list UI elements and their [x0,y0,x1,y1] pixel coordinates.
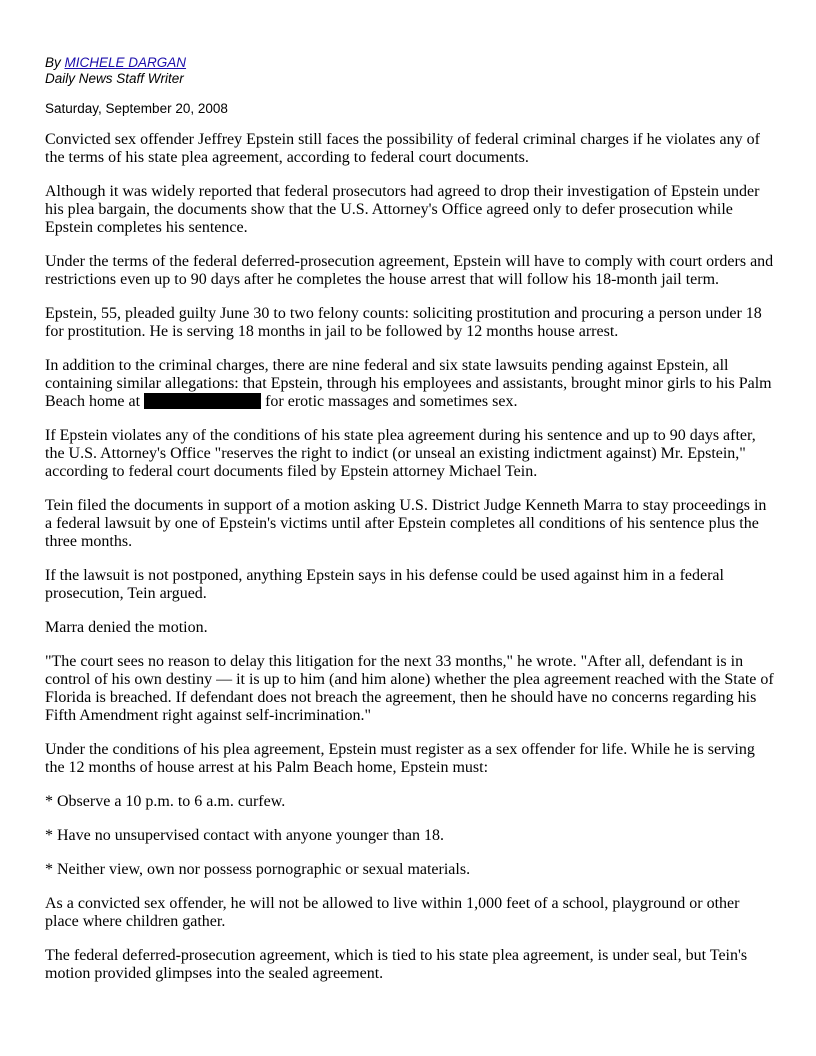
article-page [45,55,775,999]
byline [45,55,775,87]
author-link[interactable]: MICHELE DARGAN [64,55,187,70]
paragraph: Convicted sex offender Jeffrey Epstein still faces the possibility of federal criminal charges if he violates any of the terms of his state plea agreement, according to federal court documents. [45,131,760,166]
paragraph: Although it was widely reported that federal prosecutors had agreed to drop their investigation of Epstein under his plea bargain, the documents show that the U.S. Attorney's Office agreed only to defer prosecution while Epstein completes his sentence. [45,183,760,236]
list-item: * Observe a 10 p.m. to 6 a.m. curfew. [45,793,286,810]
publish-date: Saturday, September 20, 2008 [45,101,228,116]
paragraph: Tein filed the documents in support of a motion asking U.S. District Judge Kenneth Marra to stay proceedings in a federal lawsuit by one of Epstein's victims until after Epstein completes all conditions of his sentence plus the three months. [45,497,767,550]
paragraph-with-redaction [45,357,775,411]
paragraph: If Epstein violates any of the conditions of his state plea agreement during his sentence and up to 90 days after, the U.S. Attorney's Office "reserves the right to indict (or unseal an existing indictment against) Mr. Epstein," according to federal court documents filed by Epstein attorney Michael Tein. [45,427,756,480]
byline-author-line [45,55,775,71]
redaction-block [144,393,261,409]
paragraph: "The court sees no reason to delay this litigation for the next 33 months," he wrote. "After all, defendant is in control of his own destiny — it is up to him (and him alone) whether the plea agreement reached with the State of Florida is breached. If defendant does not breach the agreement, then he should have no concerns regarding his Fifth Amendment right against self-incrimination." [45,653,774,724]
paragraph: Under the conditions of his plea agreement, Epstein must register as a sex offender for life. While he is serving the 12 months of house arrest at his Palm Beach home, Epstein must: [45,741,755,776]
article-body [45,131,775,983]
paragraph: As a convicted sex offender, he will not be allowed to live within 1,000 feet of a school, playground or other place where children gather. [45,895,740,930]
paragraph: If the lawsuit is not postponed, anything Epstein says in his defense could be used against him in a federal prosecution, Tein argued. [45,567,724,602]
byline-prefix: By [45,55,65,70]
paragraph: Under the terms of the federal deferred-prosecution agreement, Epstein will have to comply with court orders and restrictions even up to 90 days after he completes the house arrest that will follow his 18-month jail term. [45,253,774,288]
list-item: * Have no unsupervised contact with anyone younger than 18. [45,827,445,844]
paragraph: Epstein, 55, pleaded guilty June 30 to two felony counts: soliciting prostitution and procuring a person under 18 for prostitution. He is serving 18 months in jail to be followed by 12 months house arrest. [45,305,762,340]
paragraph-text: for erotic massages and sometimes sex. [265,393,518,410]
paragraph: The federal deferred-prosecution agreement, which is tied to his state plea agreement, is under seal, but Tein's motion provided glimpses into the sealed agreement. [45,947,748,982]
paragraph-text: In addition to the criminal charges, there are nine federal and six state lawsuits pending against Epstein, all containing similar allegations: that Epstein, through his employees and assistants, brought minor girls to his Palm Beach home at [45,357,772,410]
list-item: * Neither view, own nor possess pornographic or sexual materials. [45,861,471,878]
paragraph: Marra denied the motion. [45,619,208,636]
byline-role: Daily News Staff Writer [45,71,184,86]
